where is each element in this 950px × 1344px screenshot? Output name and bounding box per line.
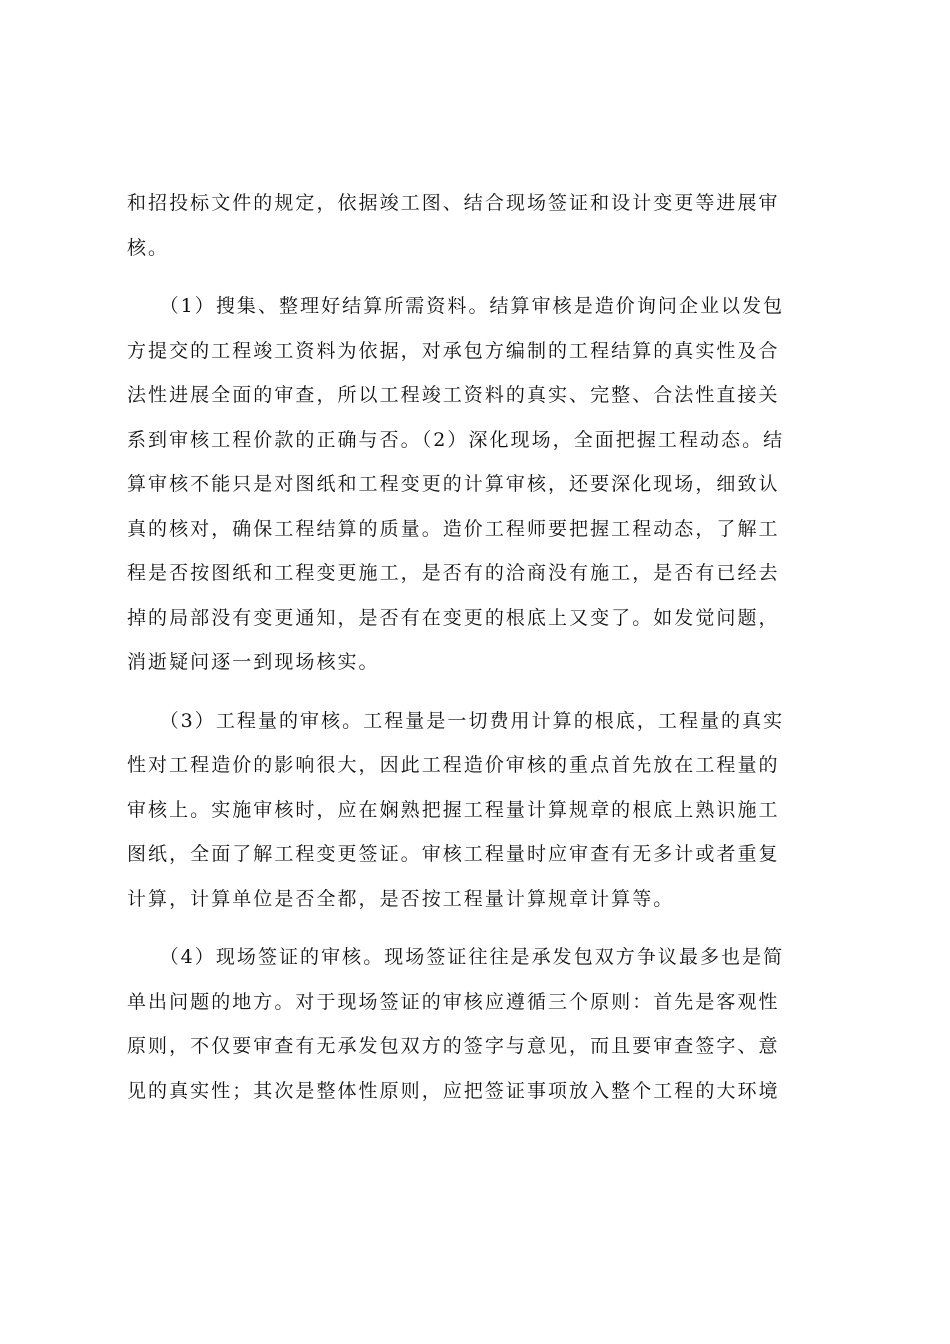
text-line: 真的核对，确保工程结算的质量。造价工程师要把握工程动态，了解工 — [127, 517, 780, 540]
paragraph-continuation — [127, 181, 827, 270]
text-line: 算审核不能只是对图纸和工程变更的计算审核，还要深化现场，细致认 — [127, 473, 780, 495]
paragraph-4-site-visa-review — [127, 935, 827, 1113]
text-line: 审核上。实施审核时，应在娴熟把握工程量计算规章的根底上熟识施工 — [127, 798, 780, 821]
text-line: 程是否按图纸和工程变更施工，是否有的洽商没有施工，是否有已经去 — [127, 562, 780, 584]
text-line: 性对工程造价的影响很大，因此工程造价审核的重点首先放在工程量的 — [127, 754, 780, 776]
text-line: 计算，计算单位是否全都，是否按工程量计算规章计算等。 — [127, 887, 675, 910]
text-line: 掉的局部没有变更通知，是否有在变更的根底上又变了。如发觉问题， — [127, 606, 780, 629]
paragraph-3-quantity-review — [127, 699, 827, 922]
text-line: 单出问题的地方。对于现场签证的审核应遵循三个原则：首先是客观性 — [127, 990, 780, 1013]
text-line: 图纸，全面了解工程变更签证。审核工程量时应审查有无多计或者重复 — [127, 843, 780, 865]
text-line: （4）现场签证的审核。现场签证往往是承发包双方争议最多也是简 — [127, 946, 785, 968]
text-line: 法性进展全面的审查，所以工程竣工资料的真实、完整、合法性直接关 — [127, 384, 780, 406]
text-line: 原则，不仅要审查有无承发包双方的签字与意见，而且要审查签字、意 — [127, 1035, 780, 1057]
text-line: 核。 — [127, 236, 170, 259]
text-line: 系到审核工程价款的正确与否。（2）深化现场，全面把握工程动态。结 — [127, 428, 785, 451]
text-line: （1）搜集、整理好结算所需资料。结算审核是造价询问企业以发包 — [127, 295, 785, 317]
paragraph-1-collect-materials — [127, 284, 827, 685]
text-line: 方提交的工程竣工资料为依据，对承包方编制的工程结算的真实性及合 — [127, 339, 780, 362]
text-line: 消逝疑问逐一到现场核实。 — [127, 651, 380, 673]
text-line: 和招投标文件的规定，依据竣工图、结合现场签证和设计变更等进展审 — [127, 192, 780, 214]
text-line: 见的真实性；其次是整体性原则，应把签证事项放入整个工程的大环境 — [127, 1079, 780, 1102]
text-line: （3）工程量的审核。工程量是一切费用计算的根底，工程量的真实 — [127, 709, 785, 732]
document-body — [127, 181, 827, 1127]
